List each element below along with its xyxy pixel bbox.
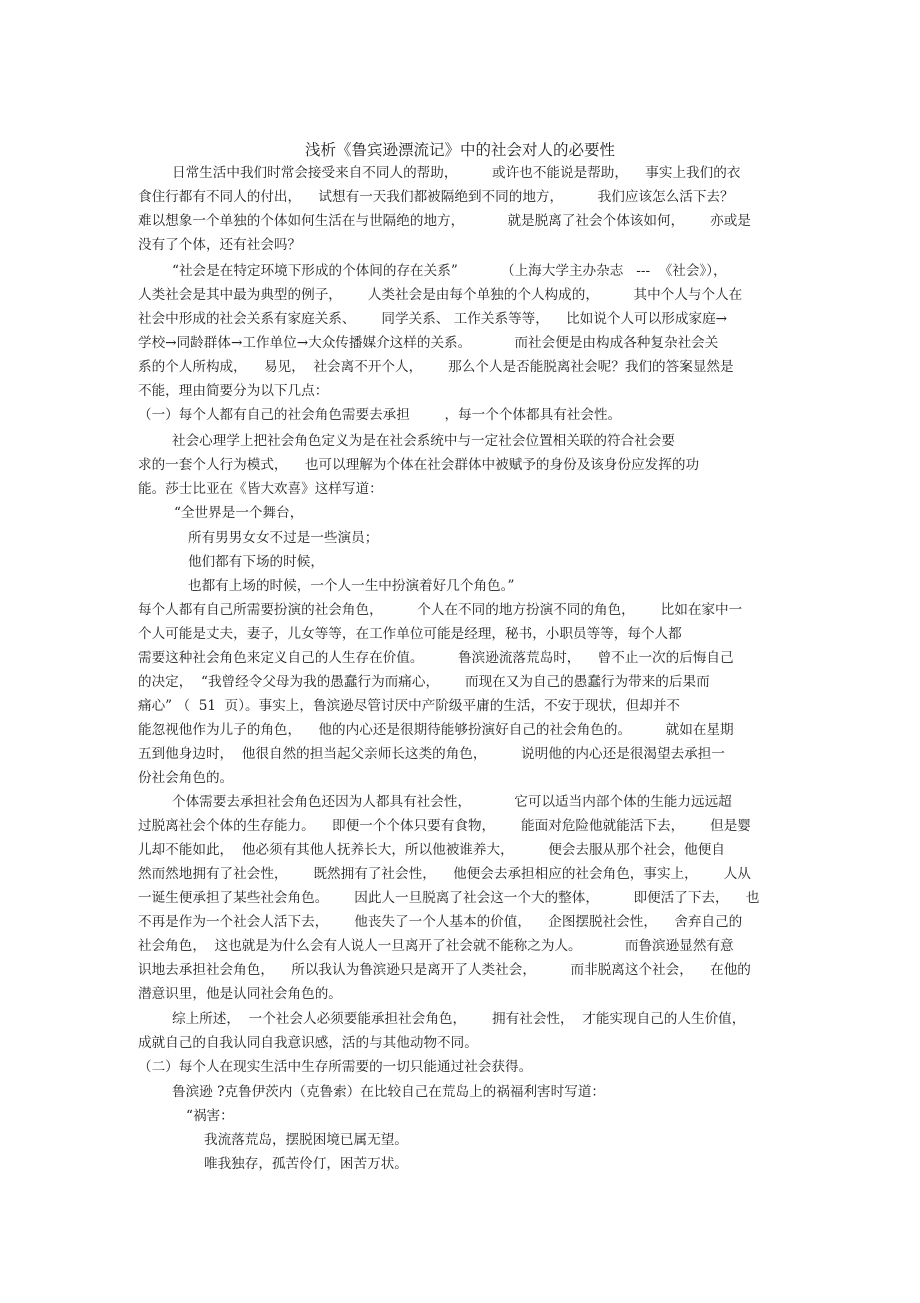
paragraph-line: 人类社会是其中最为典型的例子， 人类社会是由每个单独的个人构成的， 其中个人与个人在 (138, 287, 743, 303)
paragraph-line: 鲁滨逊 ?克鲁伊茨内（克鲁索）在比较自己在荒岛上的祸福利害时写道： (172, 1084, 606, 1100)
document-title: 浅析《鲁宾逊漂流记》中的社会对人的必要性 (304, 141, 615, 159)
quote-line: 唯我独存，孤苦伶仃，困苦万状。 (204, 1156, 408, 1172)
paragraph-line: 求的一套个人行为模式， 也可以理解为个体在社会群体中被赋予的身份及该身份应发挥的功 (138, 457, 700, 473)
paragraph-line: 不再是作为一个社会人活下去， 他丧失了一个人基本的价值， 企图摆脱社会性， 舍弃自己的 (138, 914, 743, 930)
quote-line: “祸害： (186, 1108, 234, 1124)
paragraph-line: 份社会角色的。 (138, 770, 234, 786)
paragraph-line: 能。莎士比亚在《皆大欢喜》这样写道： (138, 481, 383, 497)
paragraph-line: 难以想象一个单独的个体如何生活在与世隔绝的地方， 就是脱离了社会个体该如何， 亦或是 (138, 213, 751, 229)
quote-line: “全世界是一个舞台， (174, 505, 304, 521)
paragraph-line: 五到他身边时， 他很自然的担当起父亲师长这类的角色， 说明他的内心还是很渴望去承担一 (138, 746, 725, 762)
paragraph-line: 日常生活中我们时常会接受来自不同人的帮助， 或许也不能说是帮助， 事实上我们的衣 (172, 165, 741, 181)
paragraph-line: 不能，理由简要分为以下几点： (138, 383, 329, 399)
paragraph-line: 识地去承担社会角色， 所以我认为鲁滨逊只是离开了人类社会， 而非脱离这个社会， 在他的 (138, 962, 751, 978)
paragraph-line: 社会角色， 这也就是为什么会有人说人一旦离开了社会就不能称之为人。 而鲁滨逊显然有意 (138, 938, 734, 954)
section-heading: （一）每个人都有自己的社会角色需要去承担 ，每一个个体都具有社会性。 (138, 407, 622, 423)
paragraph-line: 痛心” （ 51 页）。事实上，鲁滨逊尽管讨厌中产阶级平庸的生活，不安于现状，但却并不 (138, 698, 681, 714)
paragraph-line: 潜意识里，他是认同社会角色的。 (138, 986, 342, 1002)
paragraph-line: 需要这种社会角色来定义自己的人生存在价值。 鲁滨逊流落荒岛时， 曾不止一次的后悔自己 (138, 650, 734, 666)
paragraph-line: 每个人都有自己所需要扮演的社会角色， 个人在不同的地方扮演不同的角色， 比如在家中一 (138, 602, 743, 618)
paragraph-line: 成就自己的自我认同自我意识感，活的与其他动物不同。 (138, 1035, 478, 1051)
paragraph-line: 然而然地拥有了社会性， 既然拥有了社会性， 他便会去承担相应的社会角色，事实上， 人从 (138, 866, 751, 882)
paragraph-line: 的决定， “我曾经令父母为我的愚蠢行为而痛心， 而现在又为自己的愚蠢行为带来的后果而 (138, 674, 710, 690)
paragraph-line: 个人可能是丈夫，妻子，儿女等等，在工作单位可能是经理，秘书，小职员等等，每个人都 (138, 626, 682, 642)
paragraph-line: 社会中形成的社会关系有家庭关系、 同学关系、 工作关系等等， 比如说个人可以形成家庭→ (138, 311, 728, 327)
quote-line: 也都有上场的时候，一个人一生中扮演着好几个角色。” (188, 578, 515, 594)
paragraph-line: 综上所述， 一个社会人必须要能承担社会角色， 拥有社会性， 才能实现自己的人生价值， (172, 1011, 746, 1027)
quote-line: 他们都有下场的时候， (188, 554, 324, 570)
paragraph-line: 儿却不能如此， 他必须有其他人抚养长大，所以他被谁养大， 便会去服从那个社会，他便自 (138, 842, 725, 858)
paragraph-line: 社会心理学上把社会角色定义为是在社会系统中与一定社会位置相关联的符合社会要 (172, 433, 675, 449)
paragraph-line: “社会是在特定环境下形成的个体间的存在关系” （上海大学主办杂志 --- 《社会》）， (172, 263, 727, 279)
quote-line: 我流落荒岛，摆脱困境已属无望。 (204, 1132, 408, 1148)
section-heading: （二）每个人在现实生活中生存所需要的一切只能通过社会获得。 (138, 1059, 533, 1075)
paragraph-line: 能忽视他作为儿子的角色， 他的内心还是很期待能够扮演好自己的社会角色的。 就如在星期 (138, 722, 734, 738)
paragraph-line: 没有了个体，还有社会吗？ (138, 237, 302, 253)
paragraph-line: 一诞生便承担了某些社会角色。 因此人一旦脱离了社会这一个大的整体， 即便活了下去， 也 (138, 890, 760, 906)
paragraph-line: 个体需要去承担社会角色还因为人都具有社会性， 它可以适当内部个体的生能力远远超 (172, 794, 732, 810)
paragraph-line: 食住行都有不同人的付出， 试想有一天我们都被隔绝到不同的地方， 我们应该怎么活下去？ (138, 189, 734, 205)
paragraph-line: 系的个人所构成， 易见， 社会离不开个人， 那么个人是否能脱离社会呢？我们的答案显然是 (138, 359, 734, 375)
paragraph-line: 学校→同龄群体→工作单位→大众传播媒介这样的关系。 而社会便是由构成各种复杂社会关 (138, 335, 719, 351)
quote-line: 所有男男女女不过是一些演员； (188, 530, 379, 546)
paragraph-line: 过脱离社会个体的生存能力。 即便一个个体只要有食物， 能面对危险他就能活下去， 但是婴 (138, 818, 751, 834)
